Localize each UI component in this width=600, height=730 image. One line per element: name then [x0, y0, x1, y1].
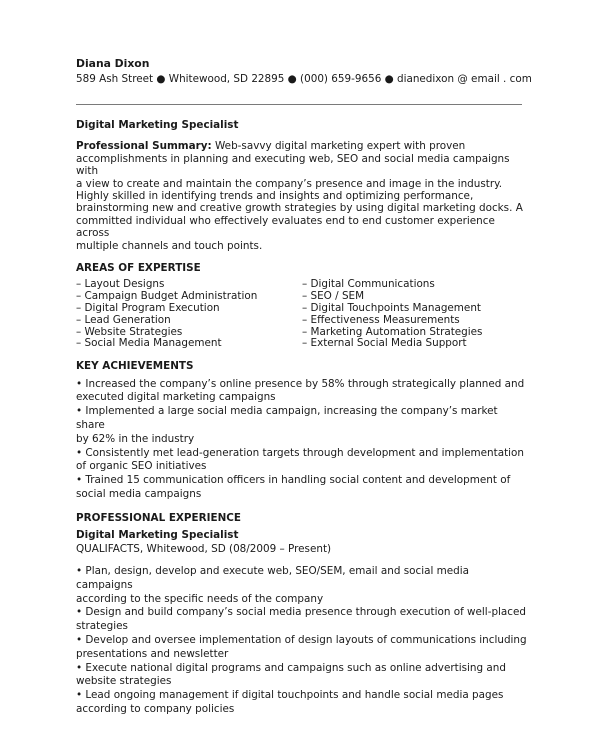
professional-summary — [76, 140, 528, 252]
job-title: Digital Marketing Specialist — [76, 119, 239, 131]
expertise-item: – SEO / SEM — [302, 290, 365, 303]
summary-line: multiple channels and touch points. — [76, 239, 263, 252]
expertise-item: – Lead Generation — [76, 313, 171, 326]
summary-line: a view to create and maintain the company’s presence and image in the industry. — [76, 177, 503, 190]
achievement-line: of organic SEO initiatives — [76, 460, 207, 473]
contact-line: 589 Ash Street ● Whitewood, SD 22895 ● (000) 659-9656 ● dianedixon @ email . com — [76, 73, 532, 85]
experience-line: website strategies — [76, 675, 172, 688]
expertise-item: – Campaign Budget Administration — [76, 290, 258, 303]
expertise-item: – Digital Touchpoints Management — [302, 302, 481, 315]
experience-line: according to company policies — [76, 703, 235, 716]
experience-heading: PROFESSIONAL EXPERIENCE — [76, 511, 242, 524]
experience-line: • Plan, design, develop and execute web, SEO/SEM, email and social media campaigns — [76, 565, 470, 591]
experience-line: according to the specific needs of the company — [76, 592, 324, 605]
achievement-line: • Consistently met lead-generation targets through development and implementation — [76, 446, 524, 459]
achievement-line: executed digital marketing campaigns — [76, 391, 276, 404]
expertise-item: – Website Strategies — [76, 325, 183, 338]
summary-line: Web-savvy digital marketing expert with proven — [215, 140, 466, 153]
achievement-line: • Implemented a large social media campaign, increasing the company’s market share — [76, 405, 498, 432]
experience-line: • Lead ongoing management if digital touchpoints and handle social media pages — [76, 689, 504, 702]
candidate-name: Diana Dixon — [76, 57, 150, 70]
achievement-line: • Increased the company’s online presence by 58% through strategically planned and — [76, 377, 525, 390]
summary-line: committed individual who effectively evaluates end to end customer experience across — [76, 214, 495, 240]
expertise-item: – Digital Communications — [302, 278, 435, 291]
experience-line: • Develop and oversee implementation of design layouts of communications including — [76, 634, 527, 647]
summary-line: accomplishments in planning and executing web, SEO and social media campaigns with — [76, 152, 510, 178]
expertise-item: – Digital Program Execution — [76, 302, 220, 315]
achievement-line: social media campaigns — [76, 488, 202, 501]
achievement-line: by 62% in the industry — [76, 432, 195, 445]
expertise-list — [76, 279, 528, 350]
resume-header — [76, 57, 532, 86]
expertise-item: – Layout Designs — [76, 278, 165, 291]
expertise-item: – External Social Media Support — [302, 337, 467, 350]
expertise-heading: AREAS OF EXPERTISE — [76, 262, 201, 275]
experience-line: presentations and newsletter — [76, 647, 229, 660]
achievements-heading: KEY ACHIEVEMENTS — [76, 360, 194, 373]
resume-body — [76, 119, 528, 717]
experience-line: • Design and build company’s social media presence through execution of well-placed — [76, 606, 526, 619]
summary-line: brainstorming new and creative growth strategies by using digital marketing docks. A — [76, 202, 523, 215]
achievement-line: • Trained 15 communication officers in handling social content and development of — [76, 474, 511, 487]
experience-list — [76, 565, 528, 717]
expertise-column-left — [76, 279, 302, 350]
experience-role: Digital Marketing Specialist — [76, 529, 239, 542]
header-divider — [76, 104, 522, 105]
experience-line: • Execute national digital programs and campaigns such as online advertising and — [76, 661, 506, 674]
expertise-item: – Marketing Automation Strategies — [302, 325, 483, 338]
summary-label: Professional Summary: — [76, 140, 212, 153]
experience-line: strategies — [76, 620, 128, 633]
expertise-column-right — [302, 279, 528, 350]
expertise-item: – Effectiveness Measurements — [302, 313, 460, 326]
summary-line: Highly skilled in identifying trends and insights and optimizing performance, — [76, 190, 474, 203]
expertise-item: – Social Media Management — [76, 337, 222, 350]
achievements-list — [76, 378, 528, 502]
experience-company: QUALIFACTS, Whitewood, SD (08/2009 – Present) — [76, 542, 332, 555]
